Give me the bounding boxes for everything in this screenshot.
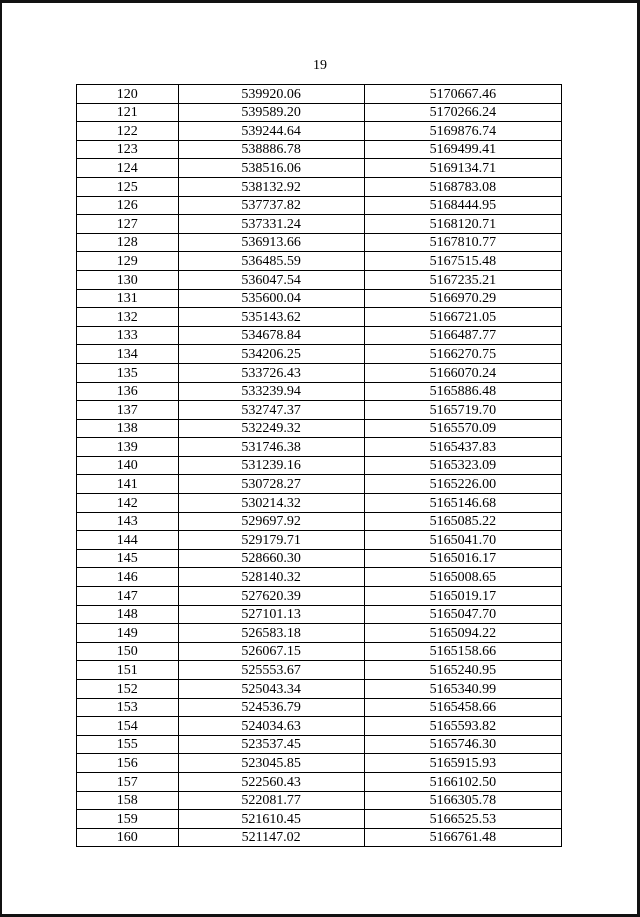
- table-row: [77, 605, 562, 624]
- table-row: [77, 308, 562, 327]
- point-number-cell: 148: [77, 605, 179, 624]
- x-coordinate-cell: 528140.32: [178, 568, 364, 587]
- y-coordinate-cell: 5168120.71: [364, 215, 561, 234]
- table-row: [77, 140, 562, 159]
- y-coordinate-cell: 5165094.22: [364, 624, 561, 643]
- point-number-cell: 134: [77, 345, 179, 364]
- point-number-cell: 125: [77, 177, 179, 196]
- x-coordinate-cell: 537331.24: [178, 215, 364, 234]
- table-row: [77, 772, 562, 791]
- table-row: [77, 791, 562, 810]
- point-number-cell: 127: [77, 215, 179, 234]
- y-coordinate-cell: 5165146.68: [364, 494, 561, 513]
- x-coordinate-cell: 538132.92: [178, 177, 364, 196]
- point-number-cell: 152: [77, 680, 179, 699]
- point-number-cell: 142: [77, 494, 179, 513]
- table-row: [77, 828, 562, 847]
- point-number-cell: 160: [77, 828, 179, 847]
- point-number-cell: 131: [77, 289, 179, 308]
- point-number-cell: 153: [77, 698, 179, 717]
- table-row: [77, 698, 562, 717]
- point-number-cell: 139: [77, 438, 179, 457]
- point-number-cell: 138: [77, 419, 179, 438]
- y-coordinate-cell: 5166070.24: [364, 363, 561, 382]
- table-row: [77, 85, 562, 104]
- point-number-cell: 147: [77, 587, 179, 606]
- table-row: [77, 549, 562, 568]
- table-row: [77, 624, 562, 643]
- point-number-cell: 122: [77, 122, 179, 141]
- point-number-cell: 141: [77, 475, 179, 494]
- table-row: [77, 252, 562, 271]
- x-coordinate-cell: 526583.18: [178, 624, 364, 643]
- x-coordinate-cell: 533726.43: [178, 363, 364, 382]
- x-coordinate-cell: 521610.45: [178, 810, 364, 829]
- x-coordinate-cell: 525553.67: [178, 661, 364, 680]
- y-coordinate-cell: 5169876.74: [364, 122, 561, 141]
- y-coordinate-cell: 5166970.29: [364, 289, 561, 308]
- table-row: [77, 661, 562, 680]
- scan-border-top: [0, 0, 640, 3]
- x-coordinate-cell: 526067.15: [178, 642, 364, 661]
- y-coordinate-cell: 5165019.17: [364, 587, 561, 606]
- y-coordinate-cell: 5165085.22: [364, 512, 561, 531]
- table-row: [77, 270, 562, 289]
- table-row: [77, 531, 562, 550]
- table-row: [77, 735, 562, 754]
- point-number-cell: 123: [77, 140, 179, 159]
- point-number-cell: 128: [77, 233, 179, 252]
- y-coordinate-cell: 5165041.70: [364, 531, 561, 550]
- table-row: [77, 810, 562, 829]
- point-number-cell: 156: [77, 754, 179, 773]
- point-number-cell: 155: [77, 735, 179, 754]
- y-coordinate-cell: 5165593.82: [364, 717, 561, 736]
- x-coordinate-cell: 532747.37: [178, 401, 364, 420]
- x-coordinate-cell: 539244.64: [178, 122, 364, 141]
- table-row: [77, 419, 562, 438]
- x-coordinate-cell: 532249.32: [178, 419, 364, 438]
- x-coordinate-cell: 536047.54: [178, 270, 364, 289]
- y-coordinate-cell: 5165458.66: [364, 698, 561, 717]
- page-number: 19: [313, 58, 327, 73]
- point-number-cell: 154: [77, 717, 179, 736]
- y-coordinate-cell: 5165047.70: [364, 605, 561, 624]
- x-coordinate-cell: 527620.39: [178, 587, 364, 606]
- coordinates-table: [76, 84, 562, 847]
- point-number-cell: 136: [77, 382, 179, 401]
- table-row: [77, 122, 562, 141]
- y-coordinate-cell: 5170266.24: [364, 103, 561, 122]
- point-number-cell: 149: [77, 624, 179, 643]
- table-row: [77, 159, 562, 178]
- table-row: [77, 568, 562, 587]
- x-coordinate-cell: 523045.85: [178, 754, 364, 773]
- x-coordinate-cell: 522560.43: [178, 772, 364, 791]
- x-coordinate-cell: 527101.13: [178, 605, 364, 624]
- point-number-cell: 137: [77, 401, 179, 420]
- point-number-cell: 145: [77, 549, 179, 568]
- y-coordinate-cell: 5168444.95: [364, 196, 561, 215]
- y-coordinate-cell: 5166102.50: [364, 772, 561, 791]
- point-number-cell: 157: [77, 772, 179, 791]
- x-coordinate-cell: 531239.16: [178, 456, 364, 475]
- x-coordinate-cell: 537737.82: [178, 196, 364, 215]
- x-coordinate-cell: 530728.27: [178, 475, 364, 494]
- y-coordinate-cell: 5165008.65: [364, 568, 561, 587]
- point-number-cell: 151: [77, 661, 179, 680]
- table-row: [77, 680, 562, 699]
- y-coordinate-cell: 5166721.05: [364, 308, 561, 327]
- x-coordinate-cell: 536913.66: [178, 233, 364, 252]
- y-coordinate-cell: 5165226.00: [364, 475, 561, 494]
- y-coordinate-cell: 5167235.21: [364, 270, 561, 289]
- y-coordinate-cell: 5170667.46: [364, 85, 561, 104]
- x-coordinate-cell: 522081.77: [178, 791, 364, 810]
- y-coordinate-cell: 5165158.66: [364, 642, 561, 661]
- x-coordinate-cell: 535600.04: [178, 289, 364, 308]
- table-row: [77, 512, 562, 531]
- y-coordinate-cell: 5165915.93: [364, 754, 561, 773]
- point-number-cell: 135: [77, 363, 179, 382]
- x-coordinate-cell: 534678.84: [178, 326, 364, 345]
- x-coordinate-cell: 528660.30: [178, 549, 364, 568]
- y-coordinate-cell: 5166525.53: [364, 810, 561, 829]
- y-coordinate-cell: 5165886.48: [364, 382, 561, 401]
- y-coordinate-cell: 5165437.83: [364, 438, 561, 457]
- x-coordinate-cell: 529179.71: [178, 531, 364, 550]
- x-coordinate-cell: 538886.78: [178, 140, 364, 159]
- table-row: [77, 326, 562, 345]
- x-coordinate-cell: 523537.45: [178, 735, 364, 754]
- table-row: [77, 494, 562, 513]
- coordinates-table-body: [77, 85, 562, 847]
- x-coordinate-cell: 525043.34: [178, 680, 364, 699]
- x-coordinate-cell: 539920.06: [178, 85, 364, 104]
- x-coordinate-cell: 539589.20: [178, 103, 364, 122]
- point-number-cell: 158: [77, 791, 179, 810]
- y-coordinate-cell: 5165570.09: [364, 419, 561, 438]
- y-coordinate-cell: 5165340.99: [364, 680, 561, 699]
- y-coordinate-cell: 5165016.17: [364, 549, 561, 568]
- x-coordinate-cell: 524034.63: [178, 717, 364, 736]
- x-coordinate-cell: 534206.25: [178, 345, 364, 364]
- x-coordinate-cell: 536485.59: [178, 252, 364, 271]
- table-row: [77, 289, 562, 308]
- scan-border-left: [0, 0, 2, 917]
- table-row: [77, 233, 562, 252]
- y-coordinate-cell: 5165240.95: [364, 661, 561, 680]
- table-row: [77, 382, 562, 401]
- y-coordinate-cell: 5166305.78: [364, 791, 561, 810]
- table-row: [77, 438, 562, 457]
- y-coordinate-cell: 5165323.09: [364, 456, 561, 475]
- point-number-cell: 159: [77, 810, 179, 829]
- y-coordinate-cell: 5169134.71: [364, 159, 561, 178]
- y-coordinate-cell: 5169499.41: [364, 140, 561, 159]
- table-row: [77, 345, 562, 364]
- table-row: [77, 754, 562, 773]
- point-number-cell: 124: [77, 159, 179, 178]
- y-coordinate-cell: 5166761.48: [364, 828, 561, 847]
- y-coordinate-cell: 5166270.75: [364, 345, 561, 364]
- x-coordinate-cell: 538516.06: [178, 159, 364, 178]
- table-row: [77, 103, 562, 122]
- point-number-cell: 133: [77, 326, 179, 345]
- point-number-cell: 126: [77, 196, 179, 215]
- point-number-cell: 150: [77, 642, 179, 661]
- table-row: [77, 717, 562, 736]
- point-number-cell: 129: [77, 252, 179, 271]
- x-coordinate-cell: 521147.02: [178, 828, 364, 847]
- table-row: [77, 363, 562, 382]
- point-number-cell: 121: [77, 103, 179, 122]
- table-row: [77, 177, 562, 196]
- point-number-cell: 144: [77, 531, 179, 550]
- y-coordinate-cell: 5165746.30: [364, 735, 561, 754]
- y-coordinate-cell: 5165719.70: [364, 401, 561, 420]
- x-coordinate-cell: 531746.38: [178, 438, 364, 457]
- table-row: [77, 587, 562, 606]
- y-coordinate-cell: 5167810.77: [364, 233, 561, 252]
- point-number-cell: 120: [77, 85, 179, 104]
- point-number-cell: 143: [77, 512, 179, 531]
- table-row: [77, 456, 562, 475]
- x-coordinate-cell: 535143.62: [178, 308, 364, 327]
- table-row: [77, 215, 562, 234]
- table-row: [77, 475, 562, 494]
- y-coordinate-cell: 5168783.08: [364, 177, 561, 196]
- table-row: [77, 401, 562, 420]
- x-coordinate-cell: 530214.32: [178, 494, 364, 513]
- x-coordinate-cell: 533239.94: [178, 382, 364, 401]
- table-row: [77, 642, 562, 661]
- x-coordinate-cell: 524536.79: [178, 698, 364, 717]
- x-coordinate-cell: 529697.92: [178, 512, 364, 531]
- point-number-cell: 130: [77, 270, 179, 289]
- point-number-cell: 140: [77, 456, 179, 475]
- y-coordinate-cell: 5167515.48: [364, 252, 561, 271]
- y-coordinate-cell: 5166487.77: [364, 326, 561, 345]
- point-number-cell: 146: [77, 568, 179, 587]
- point-number-cell: 132: [77, 308, 179, 327]
- table-row: [77, 196, 562, 215]
